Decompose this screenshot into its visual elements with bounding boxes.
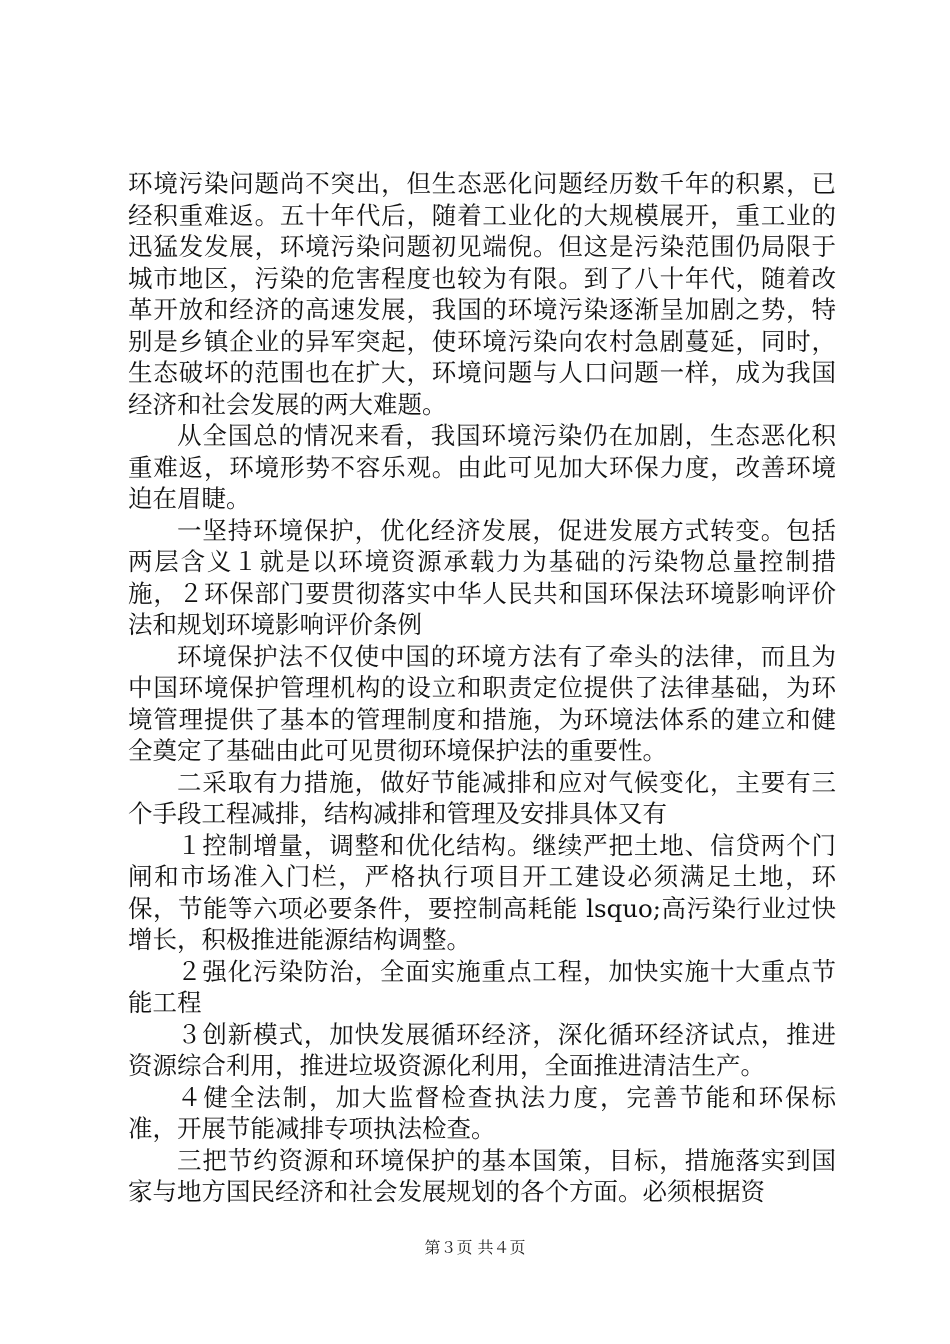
- paragraph-4: 环境保护法不仅使中国的环境方法有了牵头的法律，而且为中国环境保护管理机构的设立和职责定位提供了法律基础，为环境管理提供了基本的管理制度和措施，为环境法体系的建立和健全奠定了基础由此可见贯彻环境保护法的重要性。: [128, 641, 836, 765]
- paragraph-6: １控制增量，调整和优化结构。继续严把土地、信贷两个门闸和市场准入门栏，严格执行项目开工建设必须满足土地，环保，节能等六项必要条件，要控制高耗能 lsquo;高污染行业过快增长，积极推进能源结构调整。: [128, 830, 836, 954]
- paragraph-7: ２强化污染防治，全面实施重点工程，加快实施十大重点节能工程: [128, 956, 836, 1017]
- paragraph-8: ３创新模式，加快发展循环经济，深化循环经济试点，推进资源综合利用，推进垃圾资源化利用，全面推进清洁生产。: [128, 1019, 836, 1080]
- paragraph-9: ４健全法制，加大监督检查执法力度，完善节能和环保标准，开展节能减排专项执法检查。: [128, 1082, 836, 1143]
- page-footer: [0, 1238, 950, 1258]
- paragraph-2: 从全国总的情况来看，我国环境污染仍在加剧，生态恶化积重难返，环境形势不容乐观。由此可见加大环保力度，改善环境迫在眉睫。: [128, 421, 836, 513]
- paragraph-10: 三把节约资源和环境保护的基本国策，目标，措施落实到国家与地方国民经济和社会发展规划的各个方面。必须根据资: [128, 1145, 836, 1206]
- paragraph-1: 环境污染问题尚不突出，但生态恶化问题经历数千年的积累，已经积重难返。五十年代后，随着工业化的大规模展开，重工业的迅猛发发展，环境污染问题初见端倪。但这是污染范围仍局限于城市地区，污染的危害程度也较为有限。到了八十年代，随着改革开放和经济的高速发展，我国的环境污染逐渐呈加剧之势，特别是乡镇企业的异军突起，使环境污染向农村急剧蔓延，同时，生态破坏的范围也在扩大，环境问题与人口问题一样，成为我国经济和社会发展的两大难题。: [128, 169, 836, 419]
- paragraph-5: 二采取有力措施，做好节能减排和应对气候变化，主要有三个手段工程减排，结构减排和管理及安排具体又有: [128, 767, 836, 828]
- document-body: [128, 168, 836, 1208]
- page-number: 第３页 共４页: [424, 1238, 526, 1257]
- paragraph-3: 一坚持环境保护，优化经济发展，促进发展方式转变。包括两层含义１就是以环境资源承载力为基础的污染物总量控制措施，２环保部门要贯彻落实中华人民共和国环保法环境影响评价法和规划环境影响评价条例: [128, 515, 836, 639]
